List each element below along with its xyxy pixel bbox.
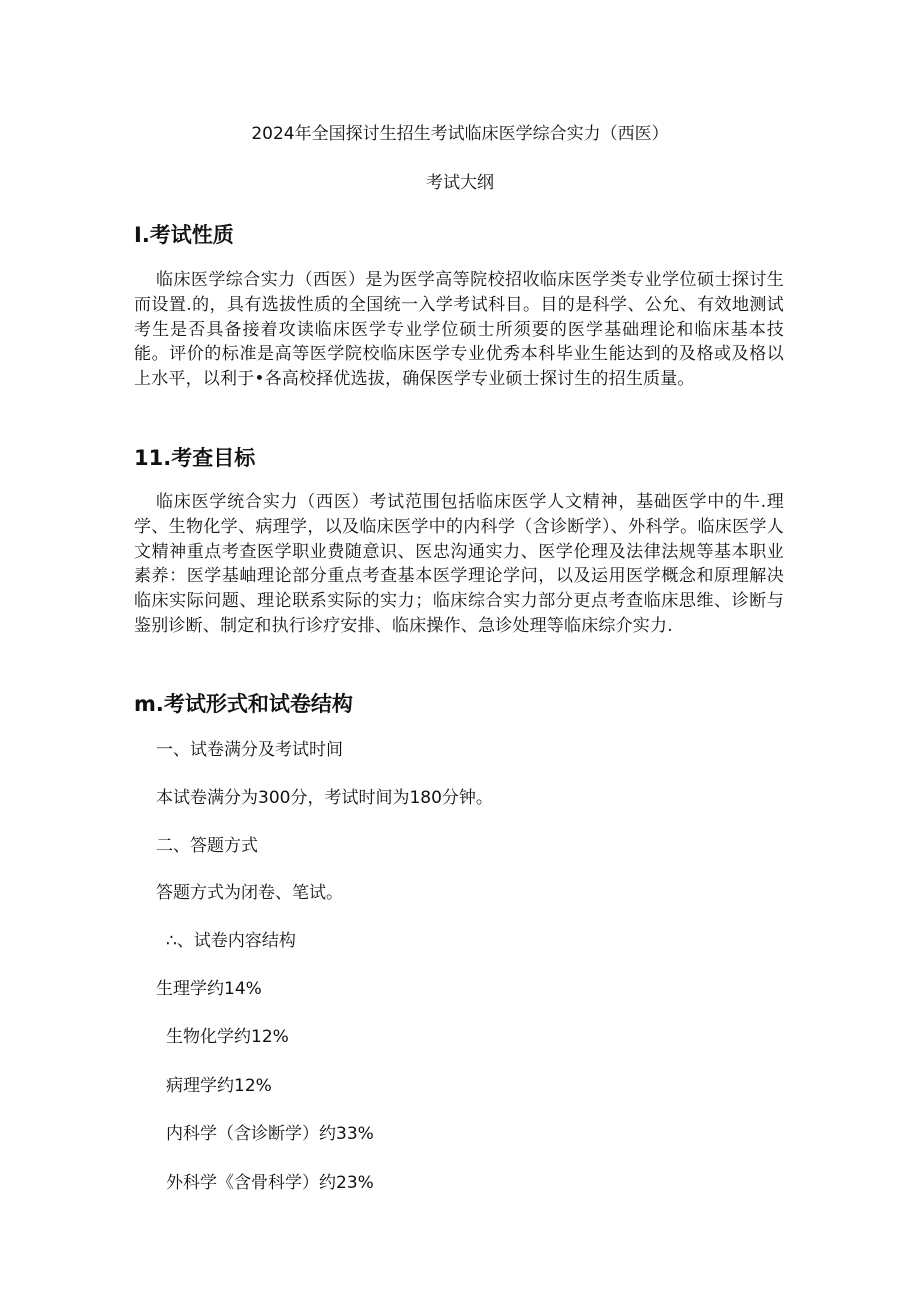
content-line-pathology: 病理学约12% (166, 1076, 272, 1096)
document-subtitle: 考试大纲 (426, 173, 494, 193)
content-line-internal-medicine: 内科学（含诊断学）约33% (166, 1124, 374, 1144)
subsection-text-answer-method: 答题方式为闭卷、笔试。 (156, 883, 343, 903)
subsection-text-score-time: 本试卷满分为300分，考试时间为180分钟。 (156, 788, 493, 808)
section-heading-exam-nature: I.考试性质 (134, 223, 234, 247)
content-line-physiology: 生理学约14% (156, 979, 262, 999)
section-heading-exam-format: m.考试形式和试卷结构 (134, 692, 353, 716)
subsection-title-answer-method: 二、答题方式 (156, 836, 258, 856)
content-line-surgery: 外科学《含骨科学）约23% (166, 1173, 374, 1193)
subsection-title-content-structure: ∴、试卷内容结构 (166, 931, 296, 951)
section-paragraph-exam-objectives: 临床医学统合实力（西医）考试范围包括临床医学人文精神，基础医学中的牛.理学、生物化学、病理学，以及临床医学中的内科学（含诊断学）、外科学。临床医学人文精神重点考查医学职业费随意识、医忠沟通实力、医学伦理及法律法规等基本职业素养：医学基岫理论部分重点考查基本医学理论学问，以及运用医学概念和原理解决临床实际问题、理论联系实际的实力；临床综合实力部分更点考查临床思维、诊断与鉴别诊断、制定和执行诊疗安排、临床操作、急诊处理等临床综介实力. (134, 492, 784, 636)
section-paragraph-exam-nature: 临床医学综合实力（西医）是为医学高等院校招收临床医学类专业学位硕士探讨生而设置.的，具有选拔性质的全国统一入学考试科目。目的是科学、公允、有效地测试考生是否具备接着攻读临床医学专业学位硕士所须要的医学基础理论和临床基本技能。评价的标准是高等医学院校临床医学专业优秀本科毕业生能达到的及格或及格以上水平，以利于•各高校择优选拔，确保医学专业硕士探讨生的招生质量。 (134, 270, 784, 390)
section-heading-exam-objectives: 11.考查目标 (134, 446, 256, 470)
document-title: 2024年全国探讨生招生考试临床医学综合实力（西医） (251, 124, 669, 144)
subsection-title-score-time: 一、试卷满分及考试时间 (156, 740, 343, 760)
content-line-biochemistry: 生物化学约12% (166, 1027, 289, 1047)
